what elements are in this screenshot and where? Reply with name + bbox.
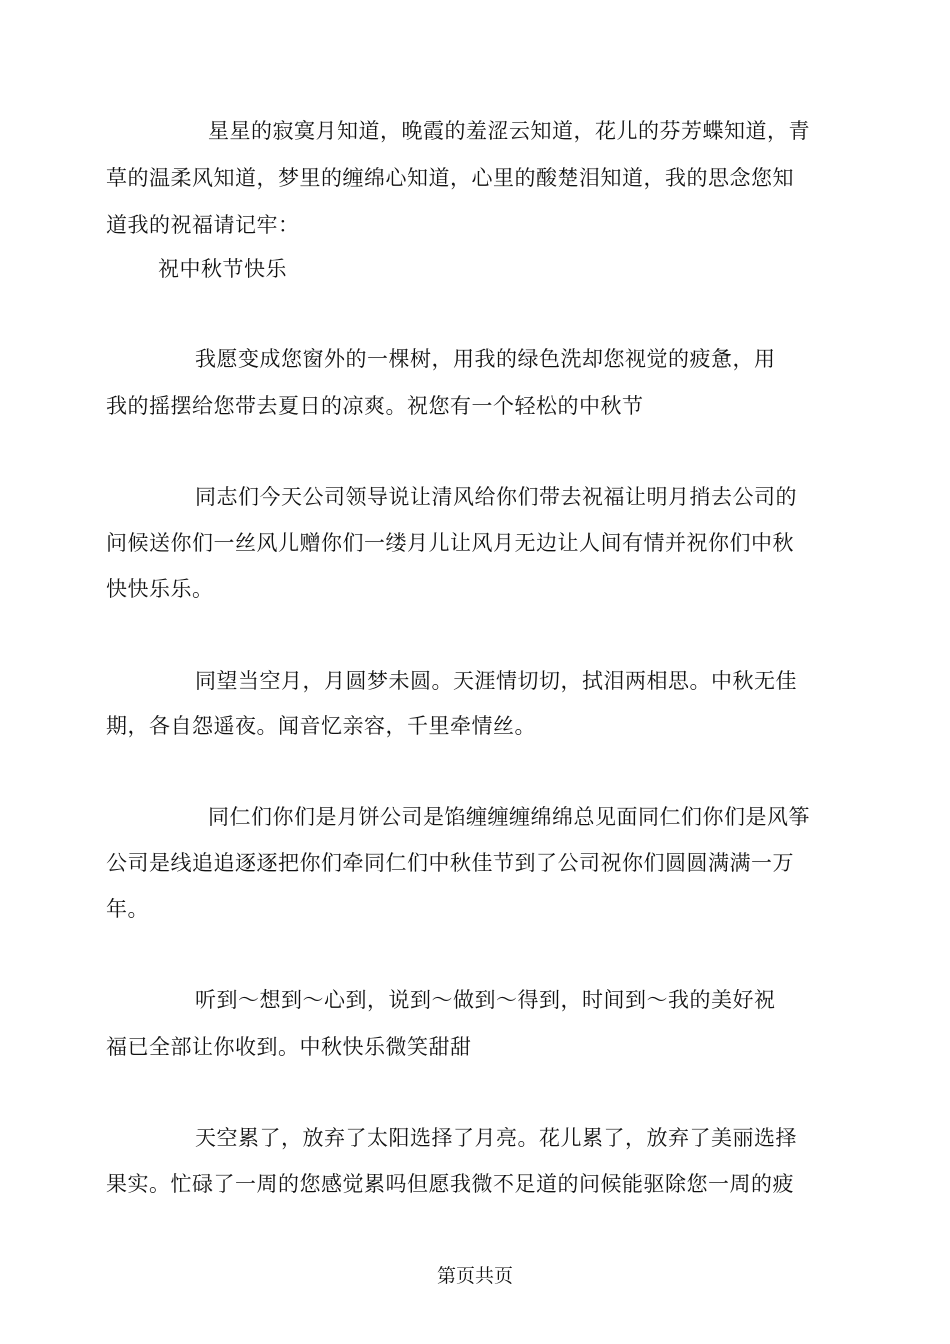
paragraph-5-line-1: 同望当空月，月圆梦未圆。天涯情切切，拭泪两相思。中秋无佳: [195, 669, 797, 693]
paragraph-1-line-3: 道我的祝福请记牢：: [106, 213, 300, 237]
paragraph-7-line-2: 福已全部让你收到。中秋快乐微笑甜甜: [106, 1035, 472, 1059]
paragraph-3-line-2: 我的摇摆给您带去夏日的凉爽。祝您有一个轻松的中秋节: [106, 394, 644, 418]
paragraph-6-line-3: 年。: [106, 897, 149, 921]
paragraph-4-line-1: 同志们今天公司领导说让清风给你们带去祝福让明月捎去公司的: [195, 485, 797, 509]
paragraph-8-line-1: 天空累了，放弃了太阳选择了月亮。花儿累了，放弃了美丽选择: [195, 1126, 797, 1150]
page-footer: 第页共页: [436, 1265, 513, 1287]
paragraph-3-line-1: 我愿变成您窗外的一棵树，用我的绿色洗却您视觉的疲惫，用: [195, 347, 776, 371]
paragraph-4-line-2: 问候送你们一丝风儿赠你们一缕月儿让风月无边让人间有情并祝你们中秋: [106, 531, 794, 555]
paragraph-1-line-1: 星星的寂寞月知道，晚霞的羞涩云知道，花儿的芬芳蝶知道，青: [208, 119, 810, 143]
paragraph-6-line-1: 同仁们你们是月饼公司是馅缠缠缠绵绵总见面同仁们你们是风筝: [208, 805, 810, 829]
paragraph-4-line-3: 快快乐乐。: [106, 577, 214, 601]
paragraph-2-line-1: 祝中秋节快乐: [158, 257, 287, 281]
paragraph-7-line-1: 听到〜想到〜心到，说到〜做到〜得到，时间到〜我的美好祝: [195, 988, 776, 1012]
paragraph-6-line-2: 公司是线追追逐逐把你们牵同仁们中秋佳节到了公司祝你们圆圆满满一万: [106, 851, 794, 875]
paragraph-5-line-2: 期，各自怨遥夜。闻音忆亲容，千里牵情丝。: [106, 714, 536, 738]
paragraph-8-line-2: 果实。忙碌了一周的您感觉累吗但愿我微不足道的问候能驱除您一周的疲: [106, 1172, 794, 1196]
paragraph-1-line-2: 草的温柔风知道，梦里的缠绵心知道，心里的酸楚泪知道，我的思念您知: [106, 166, 794, 190]
